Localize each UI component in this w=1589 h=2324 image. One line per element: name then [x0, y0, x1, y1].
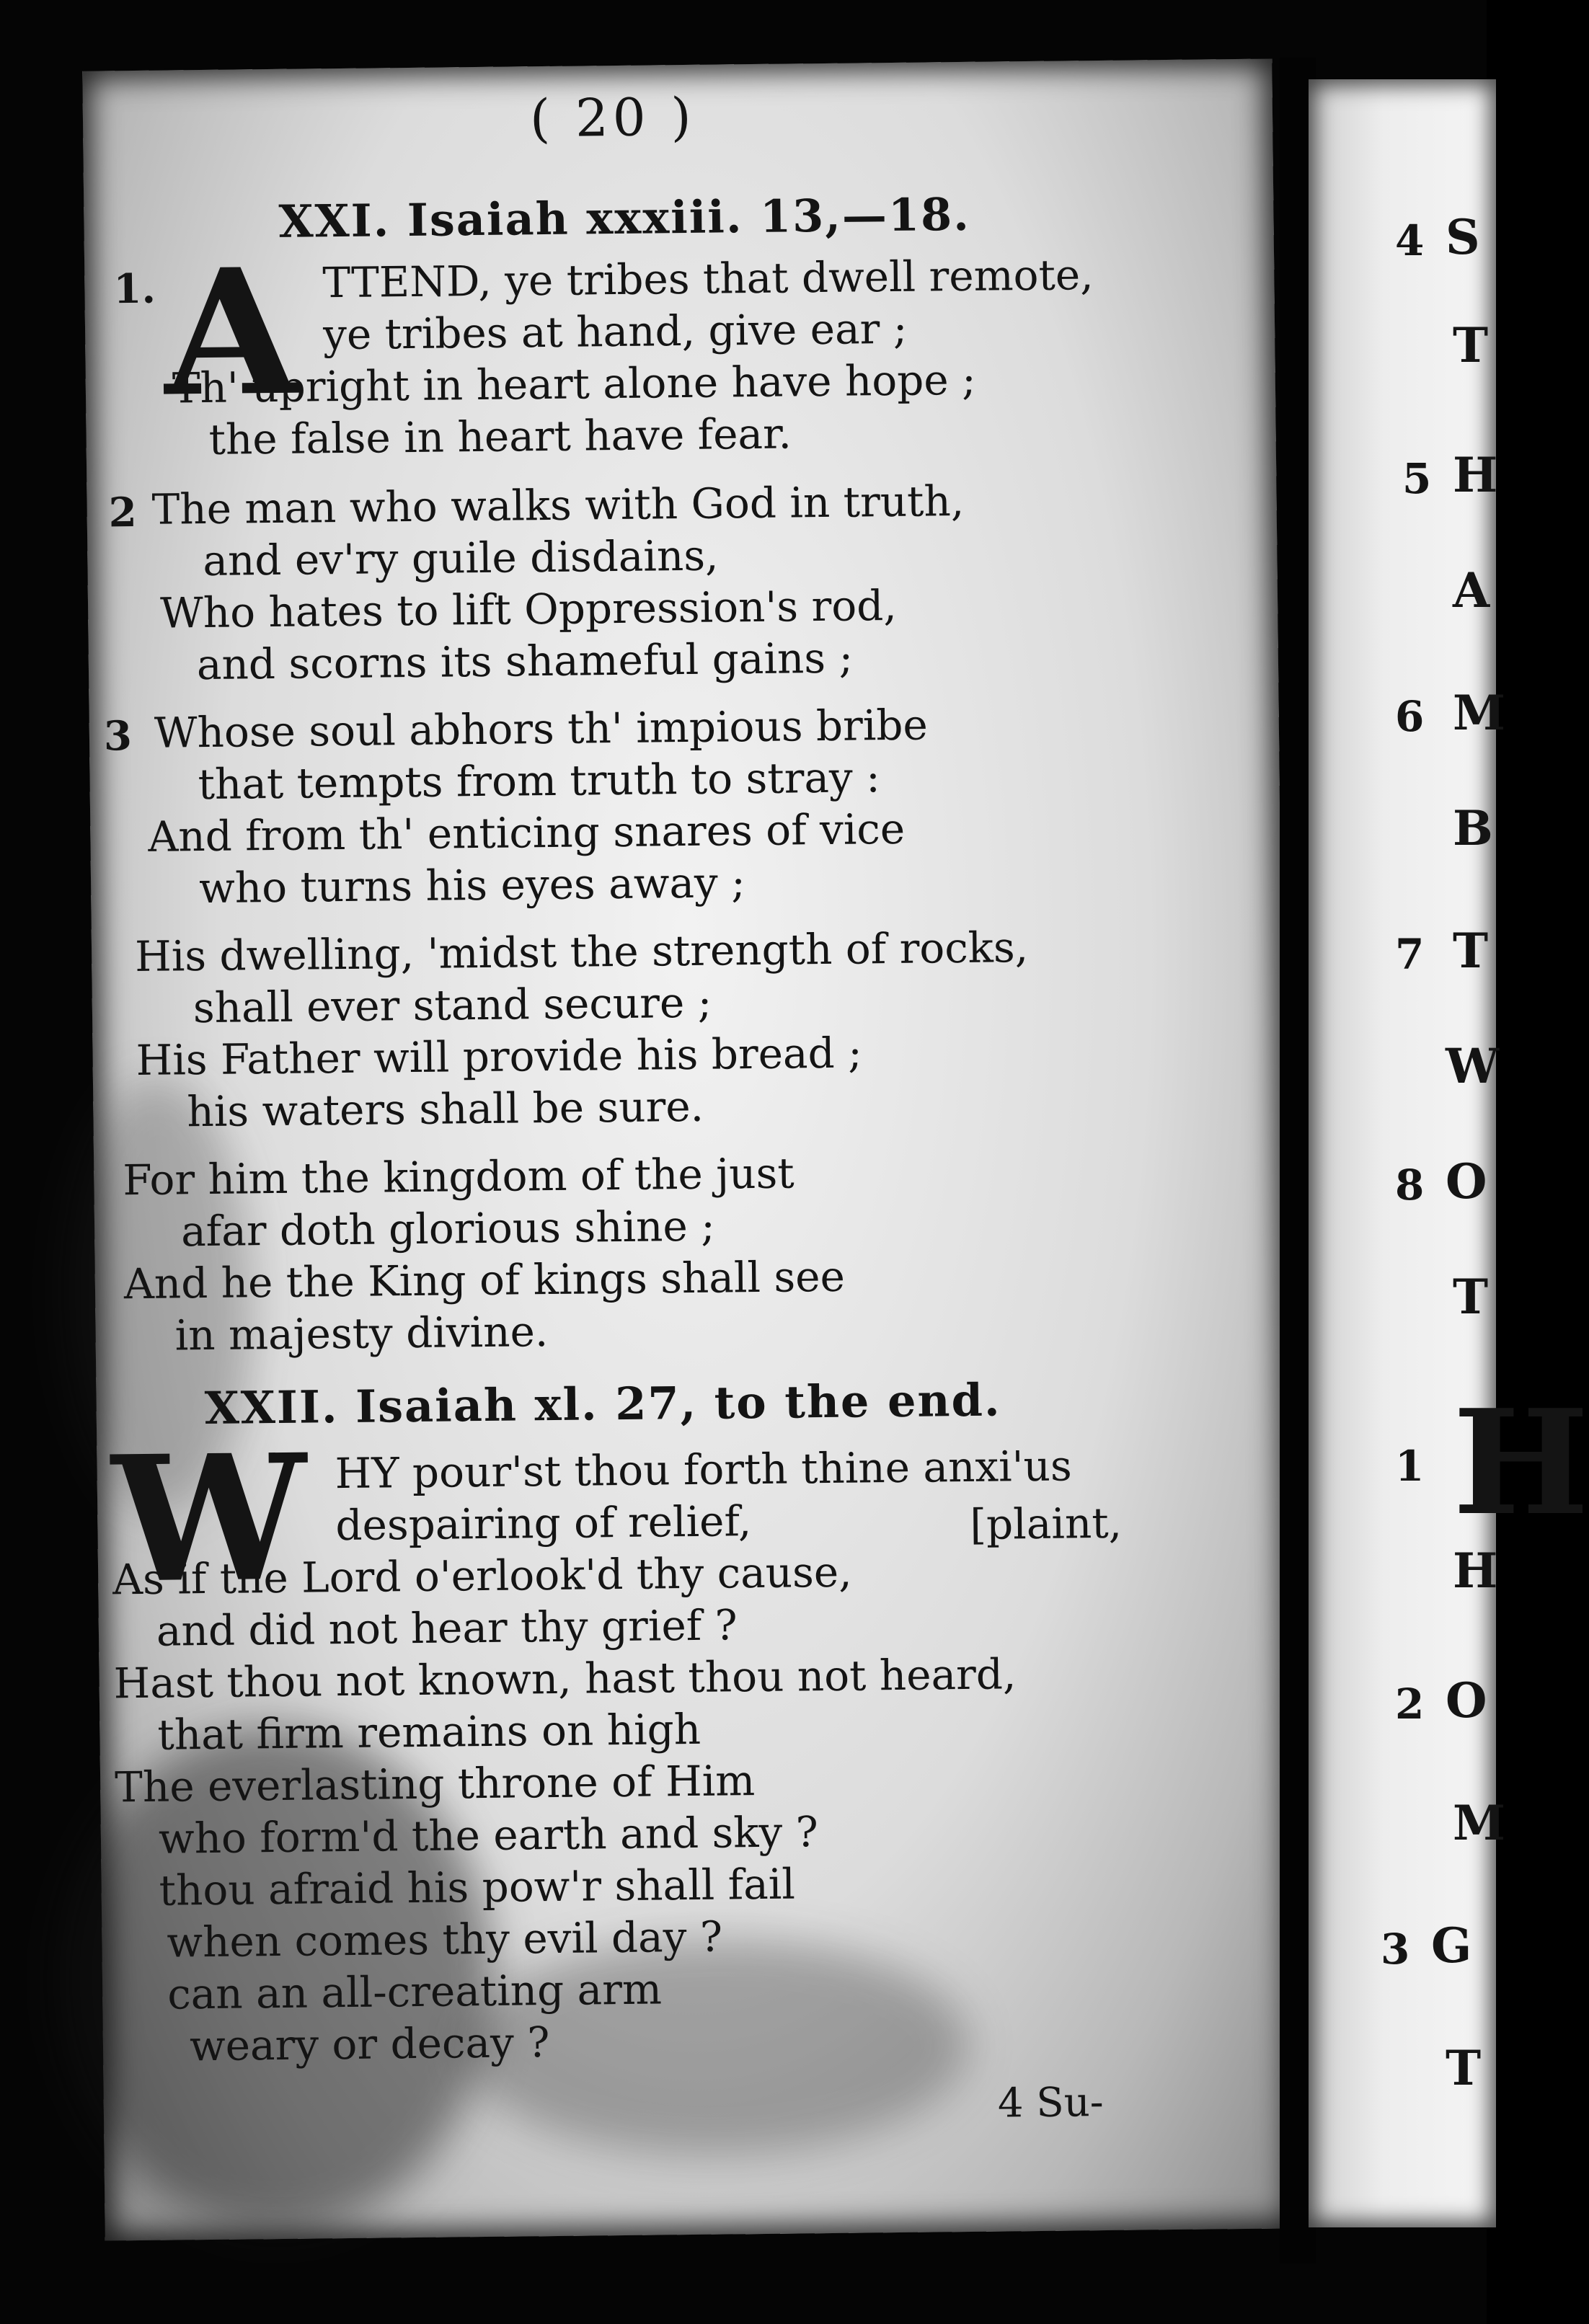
- verse-line: The everlasting throne of Him: [114, 1756, 756, 1812]
- verse-number: 2: [108, 488, 138, 537]
- verse-line: His Father will provide his bread ;: [136, 1028, 863, 1086]
- text-fragment: M: [1453, 685, 1506, 741]
- verse-line: can an all-creating arm: [167, 1964, 663, 2019]
- verse-line: The man who walks with God in truth,: [151, 476, 965, 534]
- page-number: ( 20 ): [529, 86, 696, 149]
- verse-number: 8: [1395, 1161, 1425, 1210]
- drop-cap-fragment: H: [1453, 1378, 1589, 1548]
- verse-line: Whose soul abhors th' impious bribe: [154, 700, 929, 758]
- verse-line: TTEND, ye tribes that dwell remote,: [322, 250, 1094, 308]
- verse-line: the false in heart have fear.: [208, 409, 792, 464]
- verse-line: his waters shall be sure.: [187, 1081, 704, 1137]
- text-fragment: O: [1446, 1672, 1487, 1729]
- verse-line: thou afraid his pow'r shall fail: [159, 1859, 796, 1915]
- section-heading-xxi: XXI. Isaiah xxxiii. 13,—18.: [278, 187, 971, 248]
- verse-line: And from th' enticing snares of vice: [148, 804, 906, 861]
- text-fragment: T: [1446, 2040, 1482, 2096]
- verse-number: 6: [1395, 692, 1425, 741]
- text-fragment: M: [1453, 1795, 1506, 1851]
- verse-number: 5: [1402, 454, 1432, 503]
- text-fragment: B: [1453, 800, 1493, 856]
- verse-line: despairing of relief,: [335, 1496, 752, 1551]
- verse-line: As if the Lord o'erlook'd thy cause,: [112, 1547, 852, 1605]
- verse-line: who form'd the earth and sky ?: [158, 1807, 819, 1863]
- verse-line: HY pour'st thou forth thine anxi'us: [335, 1441, 1073, 1499]
- text-fragment: O: [1446, 1153, 1487, 1210]
- verse-line: and ev'ry guile disdains,: [203, 531, 719, 586]
- text-fragment: T: [1453, 317, 1489, 373]
- verse-line: in majesty divine.: [174, 1307, 549, 1360]
- verse-number: 1: [1395, 1442, 1425, 1491]
- verse-number: 2: [1395, 1680, 1425, 1729]
- verse-number: 7: [1395, 930, 1425, 979]
- right-page-fragment: [1309, 79, 1589, 2227]
- left-page: [82, 58, 1294, 2240]
- verse-line: and scorns its shameful gains ;: [196, 633, 854, 690]
- verse-number: 3: [1381, 1925, 1410, 1974]
- verse-line: afar doth glorious shine ;: [180, 1201, 716, 1256]
- verse-number: 1.: [113, 265, 156, 314]
- verse-line: when comes thy evil day ?: [167, 1912, 723, 1967]
- text-fragment: W: [1446, 1038, 1500, 1094]
- section-heading-xxii: XXII. Isaiah xl. 27, to the end.: [204, 1373, 1001, 1435]
- verse-line: And he the King of kings shall see: [123, 1251, 846, 1309]
- verse-line: that tempts from truth to stray :: [198, 753, 881, 810]
- verse-line: shall ever stand secure ;: [192, 977, 712, 1033]
- drop-cap-w: W: [110, 1416, 308, 1622]
- verse-line: that firm remains on high: [157, 1704, 701, 1760]
- verse-line: For him the kingdom of the just: [123, 1148, 794, 1205]
- verse-line: who turns his eyes away ;: [198, 858, 746, 913]
- verse-line: Hast thou not known, hast thou not heard,: [113, 1649, 1017, 1708]
- text-fragment: S: [1446, 209, 1480, 265]
- text-fragment: A: [1453, 562, 1490, 618]
- verse-line: Who hates to lift Oppression's rod,: [159, 580, 898, 638]
- verse-line: and did not hear thy grief ?: [156, 1600, 738, 1656]
- drop-cap-a: A: [163, 230, 300, 435]
- text-fragment: G: [1431, 1917, 1472, 1974]
- catchword: 4 Su-: [997, 2079, 1104, 2127]
- verse-number: 4: [1395, 216, 1425, 265]
- verse-line: His dwelling, 'midst the strength of rocks,: [134, 923, 1029, 982]
- verse-line: weary or decay ?: [189, 2018, 550, 2071]
- text-fragment: H: [1453, 447, 1498, 503]
- verse-line: ye tribes at hand, give ear ;: [322, 303, 908, 360]
- verse-line: Th' upright in heart alone have hope ;: [172, 355, 977, 413]
- text-fragment: H: [1453, 1543, 1498, 1599]
- text-fragment: T: [1453, 1269, 1489, 1325]
- verse-line: [plaint,: [970, 1498, 1123, 1549]
- text-fragment: T: [1453, 923, 1489, 979]
- verse-number: 3: [103, 712, 133, 760]
